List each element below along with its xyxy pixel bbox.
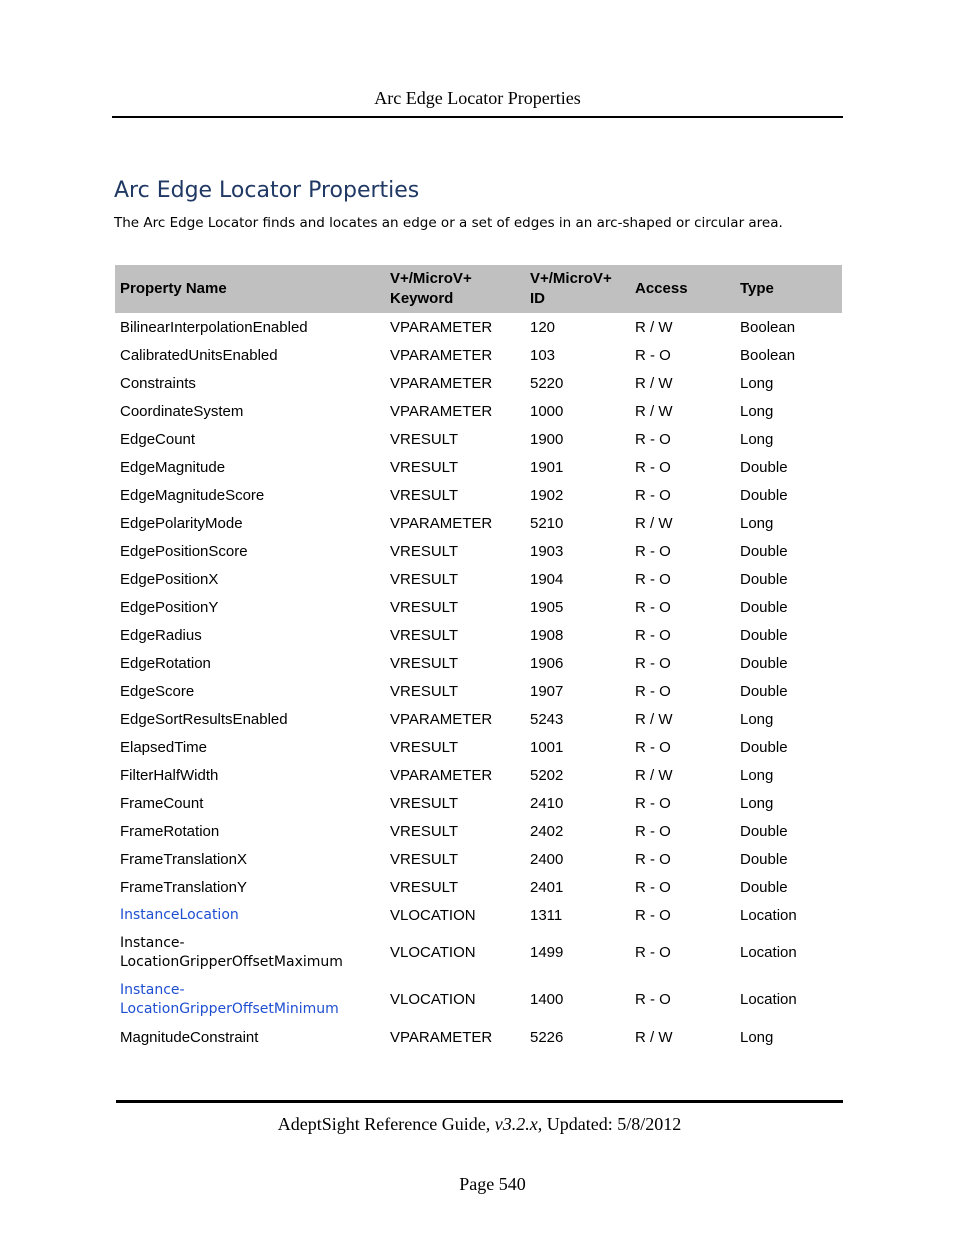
- cell-type: Double: [740, 654, 788, 672]
- cell-keyword: VPARAMETER: [390, 318, 493, 336]
- cell-property-name: MagnitudeConstraint: [120, 1028, 259, 1046]
- cell-type: Double: [740, 458, 788, 476]
- cell-keyword: VPARAMETER: [390, 766, 493, 784]
- cell-type: Location: [740, 991, 797, 1008]
- cell-access: R - O: [635, 944, 671, 961]
- table-row: [115, 509, 842, 537]
- cell-property-name: EdgeScore: [120, 682, 195, 700]
- cell-access: R - O: [635, 570, 671, 588]
- cell-access: R / W: [635, 402, 673, 420]
- cell-type: Long: [740, 514, 774, 532]
- column-header-id: V+/MicroV+ ID: [525, 265, 630, 313]
- cell-type: Double: [740, 598, 788, 616]
- cell-property-name: EdgePolarityMode: [120, 514, 243, 532]
- cell-keyword: VRESULT: [390, 878, 459, 896]
- cell-type: Double: [740, 878, 788, 896]
- cell-type: Long: [740, 402, 774, 420]
- table-row: [115, 873, 842, 901]
- cell-type: Long: [740, 430, 774, 448]
- cell-id: 1903: [530, 542, 564, 560]
- cell-id: 5243: [530, 710, 564, 728]
- cell-id: 5220: [530, 374, 564, 392]
- cell-type: Long: [740, 1028, 774, 1046]
- header-rule: [112, 116, 843, 118]
- cell-property-name: BilinearInterpolationEnabled: [120, 318, 308, 336]
- cell-id: 2402: [530, 822, 564, 840]
- cell-id: 1400: [530, 991, 564, 1008]
- cell-id: 1311: [530, 906, 563, 924]
- cell-property-name: CalibratedUnitsEnabled: [120, 346, 278, 364]
- cell-id: 1908: [530, 626, 564, 644]
- cell-keyword: VPARAMETER: [390, 374, 493, 392]
- cell-access: R - O: [635, 598, 671, 616]
- cell-access: R / W: [635, 710, 673, 728]
- cell-keyword: VLOCATION: [390, 944, 476, 961]
- cell-property-name: EdgeRadius: [120, 626, 202, 644]
- table-row: [115, 397, 842, 425]
- cell-property-name: FilterHalfWidth: [120, 766, 219, 784]
- cell-access: R - O: [635, 346, 671, 364]
- footer-version: , v3.2.x: [485, 1114, 538, 1134]
- cell-access: R - O: [635, 430, 671, 448]
- cell-type: Long: [740, 794, 774, 812]
- cell-keyword: VRESULT: [390, 654, 459, 672]
- table-row: [115, 789, 842, 817]
- cell-type: Double: [740, 682, 788, 700]
- footer-text: [116, 1112, 843, 1136]
- cell-id: 1906: [530, 654, 564, 672]
- table-row: [115, 733, 842, 761]
- cell-id: 5202: [530, 766, 564, 784]
- running-header: Arc Edge Locator Properties: [374, 88, 581, 108]
- cell-property-name: Instance- LocationGripperOffsetMaximum: [120, 934, 343, 970]
- footer-rule: [116, 1100, 843, 1103]
- cell-id: 103: [530, 346, 556, 364]
- cell-keyword: VRESULT: [390, 626, 459, 644]
- cell-keyword: VRESULT: [390, 458, 459, 476]
- cell-type: Double: [740, 626, 788, 644]
- cell-id: 1905: [530, 598, 564, 616]
- cell-keyword: VPARAMETER: [390, 402, 493, 420]
- table-row: [115, 313, 842, 341]
- table-row: [115, 425, 842, 453]
- cell-keyword: VRESULT: [390, 430, 459, 448]
- table-row: [115, 845, 842, 873]
- cell-access: R - O: [635, 682, 671, 700]
- cell-id: 1000: [530, 402, 564, 420]
- cell-type: Location: [740, 906, 797, 924]
- column-header-property-name: Property Name: [115, 265, 385, 313]
- cell-type: Double: [740, 570, 788, 588]
- cell-keyword: VPARAMETER: [390, 1028, 493, 1046]
- cell-access: R / W: [635, 766, 673, 784]
- cell-keyword: VRESULT: [390, 794, 459, 812]
- cell-access: R - O: [635, 991, 671, 1008]
- cell-access: R - O: [635, 738, 671, 756]
- table-row: [115, 341, 842, 369]
- cell-id: 1907: [530, 682, 564, 700]
- cell-id: 1900: [530, 430, 564, 448]
- table-row: [115, 817, 842, 845]
- cell-access: R / W: [635, 318, 673, 336]
- cell-id: 1499: [530, 944, 564, 961]
- cell-property-name: FrameRotation: [120, 822, 220, 840]
- table-row: [115, 901, 842, 929]
- cell-id: 1904: [530, 570, 564, 588]
- cell-access: R - O: [635, 850, 671, 868]
- cell-keyword: VRESULT: [390, 542, 459, 560]
- table-header-row: [115, 265, 842, 313]
- cell-type: Double: [740, 738, 788, 756]
- cell-id: 2401: [530, 878, 564, 896]
- cell-id: 1901: [530, 458, 564, 476]
- cell-property-name: EdgeCount: [120, 430, 196, 448]
- cell-property-name: ElapsedTime: [120, 738, 207, 756]
- table-row: [115, 369, 842, 397]
- cell-keyword: VPARAMETER: [390, 710, 493, 728]
- cell-access: R / W: [635, 374, 673, 392]
- cell-type: Long: [740, 374, 774, 392]
- cell-keyword: VPARAMETER: [390, 346, 493, 364]
- cell-id: 120: [530, 318, 556, 336]
- cell-type: Double: [740, 542, 788, 560]
- properties-table: [115, 265, 842, 1051]
- cell-keyword: VRESULT: [390, 682, 459, 700]
- cell-property-name: CoordinateSystem: [120, 402, 244, 420]
- cell-id: 1902: [530, 486, 564, 504]
- property-link[interactable]: Instance- LocationGripperOffsetMinimum: [120, 981, 339, 1017]
- cell-type: Double: [740, 486, 788, 504]
- table-row: [115, 565, 842, 593]
- cell-type: Long: [740, 766, 774, 784]
- cell-access: R - O: [635, 794, 671, 812]
- cell-keyword: VPARAMETER: [390, 514, 493, 532]
- column-header-keyword: V+/MicroV+ Keyword: [385, 265, 525, 313]
- page-number: Page 540: [459, 1174, 526, 1194]
- cell-id: 5210: [530, 514, 564, 532]
- footer-guide-name: AdeptSight Reference Guide: [277, 1114, 486, 1134]
- cell-property-name: EdgeSortResultsEnabled: [120, 710, 288, 728]
- cell-property-name: EdgeRotation: [120, 654, 211, 672]
- cell-keyword: VRESULT: [390, 598, 459, 616]
- table-row: [115, 1023, 842, 1051]
- cell-access: R - O: [635, 626, 671, 644]
- cell-type: Boolean: [740, 346, 796, 364]
- cell-property-name: Constraints: [120, 374, 196, 392]
- cell-access: R / W: [635, 514, 673, 532]
- cell-property-name: EdgeMagnitudeScore: [120, 486, 265, 504]
- cell-access: R - O: [635, 878, 671, 896]
- intro-paragraph: The Arc Edge Locator finds and locates an edge or a set of edges in an arc-shaped or circular area.: [114, 215, 783, 231]
- cell-type: Double: [740, 822, 788, 840]
- cell-keyword: VRESULT: [390, 738, 459, 756]
- cell-property-name: FrameTranslationX: [120, 850, 247, 868]
- cell-type: Double: [740, 850, 788, 868]
- table-row: [115, 593, 842, 621]
- cell-access: R - O: [635, 486, 671, 504]
- cell-access: R - O: [635, 906, 671, 924]
- table-row: [115, 481, 842, 509]
- cell-type: Location: [740, 944, 797, 961]
- cell-property-name: FrameTranslationY: [120, 878, 247, 896]
- cell-keyword: VLOCATION: [390, 991, 476, 1008]
- cell-property-name: FrameCount: [120, 794, 204, 812]
- page-title: Arc Edge Locator Properties: [114, 178, 420, 203]
- cell-keyword: VRESULT: [390, 570, 459, 588]
- property-link[interactable]: InstanceLocation: [120, 906, 239, 923]
- column-header-access: Access: [630, 265, 735, 313]
- table-row: [115, 621, 842, 649]
- cell-keyword: VRESULT: [390, 822, 459, 840]
- cell-property-name: EdgeMagnitude: [120, 458, 226, 476]
- table-row: [115, 976, 842, 1023]
- cell-keyword: VRESULT: [390, 486, 459, 504]
- column-header-type: Type: [735, 265, 842, 313]
- cell-access: R - O: [635, 822, 671, 840]
- cell-keyword: VLOCATION: [390, 906, 476, 924]
- cell-property-name: EdgePositionX: [120, 570, 219, 588]
- cell-type: Long: [740, 710, 774, 728]
- cell-access: R - O: [635, 654, 671, 672]
- cell-id: 5226: [530, 1028, 564, 1046]
- cell-property-name: EdgePositionY: [120, 598, 219, 616]
- footer-updated: , Updated: 5/8/2012: [537, 1114, 682, 1134]
- table-row: [115, 929, 842, 976]
- cell-id: 2400: [530, 850, 564, 868]
- cell-id: 1001: [530, 738, 564, 756]
- table-row: [115, 677, 842, 705]
- cell-access: R - O: [635, 542, 671, 560]
- table-row: [115, 649, 842, 677]
- table-row: [115, 761, 842, 789]
- cell-property-name: EdgePositionScore: [120, 542, 248, 560]
- cell-keyword: VRESULT: [390, 850, 459, 868]
- cell-id: 2410: [530, 794, 564, 812]
- table-body: [115, 313, 842, 1051]
- cell-type: Boolean: [740, 318, 796, 336]
- cell-access: R - O: [635, 458, 671, 476]
- table-row: [115, 537, 842, 565]
- table-row: [115, 453, 842, 481]
- cell-access: R / W: [635, 1028, 673, 1046]
- table-row: [115, 705, 842, 733]
